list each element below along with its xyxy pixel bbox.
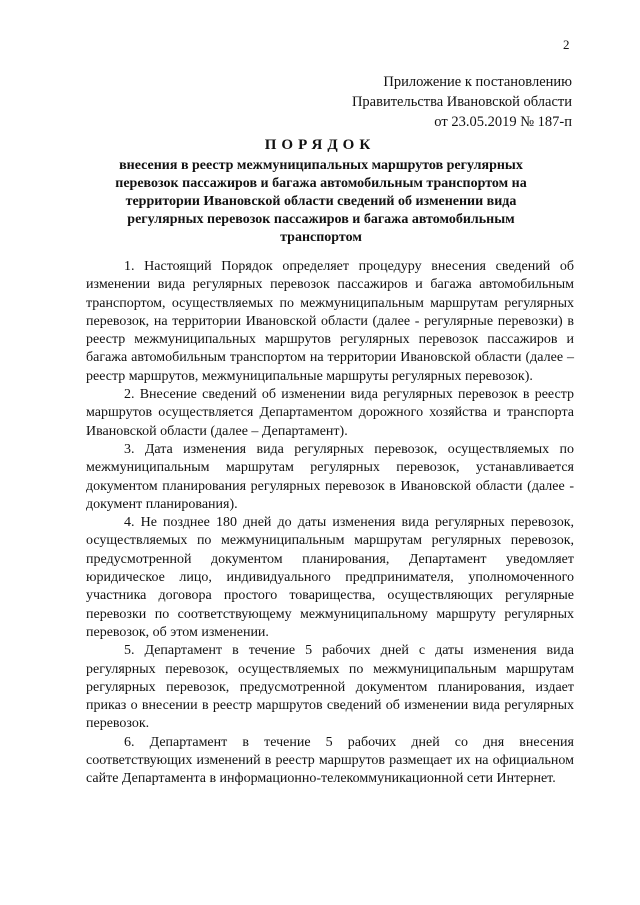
page-number: 2 [563,37,570,52]
paragraph-4: 4. Не позднее 180 дней до даты изменения вида регулярных перевозок, осуществляемых по межмуниципальным маршрутам регулярных перевозок, предусмотренной документом планирования, Департамент уведомляет юридическое лицо, индивидуального предпринимателя, уполномоченного участника договора простого товарищества, осуществляющих регулярные перевозки по соответствующему межмуниципальному маршруту регулярных перевозок, об этом изменении. [86,515,574,640]
paragraph-1: 1. Настоящий Порядок определяет процедуру внесения сведений об изменении вида регулярных перевозок пассажиров и багажа автомобильным транспортом, осуществляемых по межмуниципальным маршрутам регулярных перевозок, на территории Ивановской области (далее - регулярные перевозки) в реестр межмуниципальных маршрутов регулярных перевозок пассажиров и багажа автомобильным транспортом на территории Ивановской области (далее – реестр маршрутов, межмуниципальные маршруты регулярных перевозок). [86,259,574,384]
document-body [86,258,574,789]
header-line-1: Приложение к постановлению [383,74,572,90]
paragraph-6: 6. Департамент в течение 5 рабочих дней со дня внесения соответствующих изменений в реестр маршрутов размещает их на официальном сайте Департамента в информационно-телекоммуникационной сети Интернет. [86,734,574,787]
paragraph-5: 5. Департамент в течение 5 рабочих дней с даты изменения вида регулярных перевозок, осуществляемых по межмуниципальным маршрутам регулярных перевозок, предусмотренной документом планирования, издает приказ о внесении в реестр маршрутов сведений об изменении вида регулярных перевозок. [86,643,574,732]
document-subtitle: внесения в реестр межмуниципальных маршрутов регулярных перевозок пассажиров и багажа автомобильным транспортом на территории Ивановской области сведений об изменении вида регулярных перевозок пассажиров и багажа автомобильным транспортом [115,158,527,245]
paragraph-2: 2. Внесение сведений об изменении вида регулярных перевозок в реестр маршрутов осуществляется Департаментом дорожного хозяйства и транспорта Ивановской области (далее – Департамент). [86,387,574,439]
header-line-2: Правительства Ивановской области [351,94,572,110]
document-header [352,72,572,132]
header-line-3: от 23.05.2019 № 187-п [434,114,572,130]
document-title: ПОРЯДОК [264,137,376,153]
paragraph-3: 3. Дата изменения вида регулярных перевозок, осуществляемых по межмуниципальным маршрутам регулярных перевозок, устанавливается документом планирования регулярных перевозок в Ивановской области (далее - документ планирования). [86,441,574,512]
